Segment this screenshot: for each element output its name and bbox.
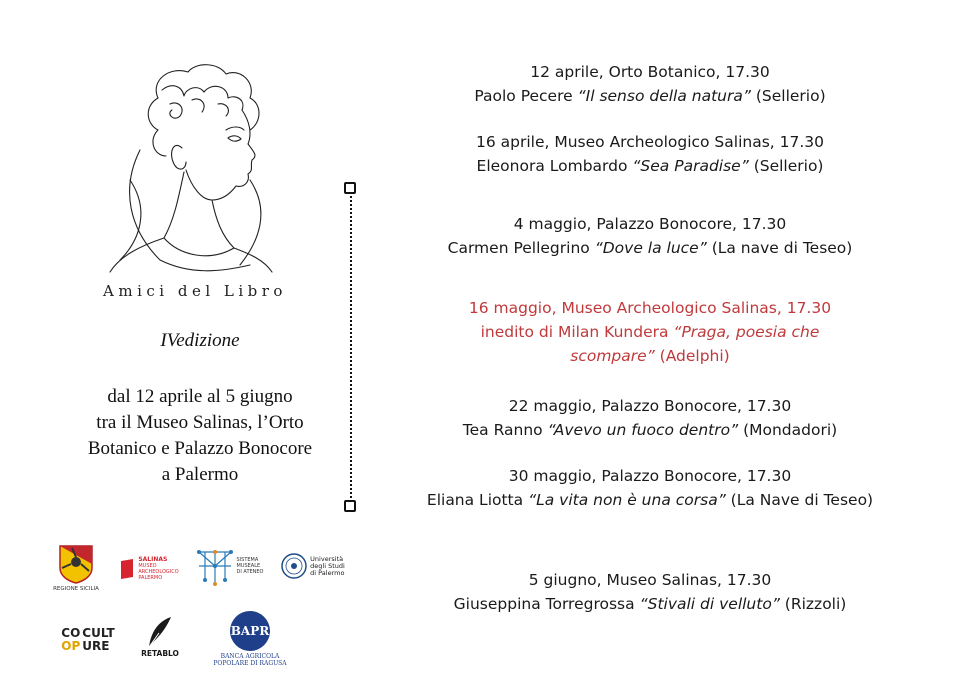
- logo-label: ARCHEOLOGICO: [138, 569, 179, 575]
- coculture-text: [61, 627, 114, 653]
- event-item: [400, 394, 900, 442]
- logo-label: REGIONE SICILIA: [53, 586, 99, 592]
- logo-label: SALINAS: [138, 556, 168, 563]
- event-item: [400, 60, 900, 108]
- logo-museo-salinas: [110, 554, 188, 584]
- portrait-line-art: [100, 60, 280, 275]
- sponsor-logos: [52, 540, 362, 675]
- event-publisher: (La Nave di Teseo): [730, 491, 874, 509]
- logo-unipa: [272, 548, 354, 584]
- event-item: [400, 568, 900, 616]
- event-book-title: “Il senso della natura”: [577, 87, 751, 105]
- timeline-dotted-line: [350, 196, 352, 498]
- unipa-text: [310, 556, 345, 577]
- salinas-mark-icon: [119, 557, 135, 581]
- logo-label: OP: [61, 639, 81, 653]
- logo-sistema-museale: [192, 544, 266, 588]
- timeline-end-node: [344, 500, 356, 512]
- logo-label: MUSEO: [138, 563, 157, 569]
- bapr-text: [213, 653, 286, 667]
- logo-label: Università: [310, 554, 344, 563]
- event-author: Eliana Liotta: [426, 491, 524, 509]
- dates-line: tra il Museo Salinas, l’Orto: [96, 412, 304, 433]
- event-author: Eleonora Lombardo: [476, 157, 628, 175]
- feather-quill-icon: [145, 615, 175, 649]
- event-book-title: “Avevo un fuoco dentro”: [547, 421, 739, 439]
- bapr-mark-icon: BAPR: [230, 611, 270, 651]
- logo-label: di Palermo: [310, 568, 345, 577]
- logo-retablo: [132, 608, 188, 664]
- event-publisher: (Mondadori): [743, 421, 838, 439]
- event-detail: [400, 236, 900, 260]
- dates-line: Botanico e Palazzo Bonocore: [87, 438, 313, 459]
- network-mark-icon: [195, 546, 235, 586]
- event-author: Tea Ranno: [462, 421, 543, 439]
- logo-label: PALERMO: [138, 575, 163, 581]
- event-when: 16 maggio, Museo Archeologico Salinas, 17.30: [468, 299, 832, 317]
- event-when: 22 maggio, Palazzo Bonocore, 17.30: [508, 397, 792, 415]
- event-detail: [420, 488, 880, 512]
- timeline-start-node: [344, 182, 356, 194]
- event-publisher: (Sellerio): [755, 87, 826, 105]
- logo-label: RETABLO: [141, 648, 179, 658]
- logo-label: CULT: [82, 626, 115, 640]
- university-seal-icon: [281, 553, 307, 579]
- event-when: 5 giugno, Museo Salinas, 17.30: [528, 571, 772, 589]
- event-publisher: (Rizzoli): [784, 595, 847, 613]
- logo-coculture: [58, 624, 118, 656]
- event-when: 16 aprile, Museo Archeologico Salinas, 17.30: [475, 133, 825, 151]
- logo-label: BANCA AGRICOLA: [220, 653, 280, 660]
- event-author: Paolo Pecere: [474, 87, 573, 105]
- event-when: 12 aprile, Orto Botanico, 17.30: [530, 63, 770, 81]
- salinas-text: [138, 557, 178, 581]
- logo-bapr: [200, 610, 300, 668]
- event-book-title: “Sea Paradise”: [632, 157, 749, 175]
- logo-label: CO: [61, 626, 81, 640]
- event-when: 4 maggio, Palazzo Bonocore, 17.30: [513, 215, 787, 233]
- dates-line: dal 12 aprile al 5 giugno: [107, 386, 293, 407]
- event-book-title: “Stivali di velluto”: [639, 595, 780, 613]
- event-publisher: (Sellerio): [753, 157, 824, 175]
- sistema-text: [237, 557, 264, 575]
- dates-description: [60, 384, 340, 488]
- event-detail: [400, 418, 900, 442]
- event-author: Giuseppina Torregrossa: [453, 595, 635, 613]
- event-item: [400, 130, 900, 178]
- event-item-highlighted: [400, 296, 900, 368]
- event-detail: [400, 592, 900, 616]
- event-publisher: (Adelphi): [659, 347, 730, 365]
- event-publisher: (La nave di Teseo): [711, 239, 853, 257]
- event-author: Carmen Pellegrino: [447, 239, 590, 257]
- event-detail: [400, 84, 900, 108]
- logo-label: MUSEALE: [236, 563, 261, 569]
- dates-line: a Palermo: [161, 464, 239, 485]
- logo-label: degli Studi: [310, 561, 345, 570]
- event-detail: [400, 320, 900, 368]
- edition-label: IVedizione: [160, 330, 240, 351]
- timeline-divider: [344, 182, 360, 518]
- logo-label: SISTEMA: [236, 557, 259, 563]
- logo-label: DI ATENEO: [236, 569, 264, 575]
- series-title: Amici del Libro: [103, 282, 287, 300]
- logo-label: POPOLARE DI RAGUSA: [213, 660, 287, 667]
- event-detail: [400, 154, 900, 178]
- logo-regione-sicilia: [52, 540, 100, 596]
- trinacria-shield-icon: [58, 544, 94, 584]
- event-item: [400, 464, 900, 512]
- event-item: [400, 212, 900, 260]
- event-book-title: “La vita non è una corsa”: [528, 491, 726, 509]
- logo-label: URE: [82, 639, 110, 653]
- event-book-title: “Dove la luce”: [594, 239, 707, 257]
- event-book-title: “Praga, poesia che scompare”: [570, 323, 820, 365]
- event-when: 30 maggio, Palazzo Bonocore, 17.30: [508, 467, 792, 485]
- event-author: inedito di Milan Kundera: [480, 323, 669, 341]
